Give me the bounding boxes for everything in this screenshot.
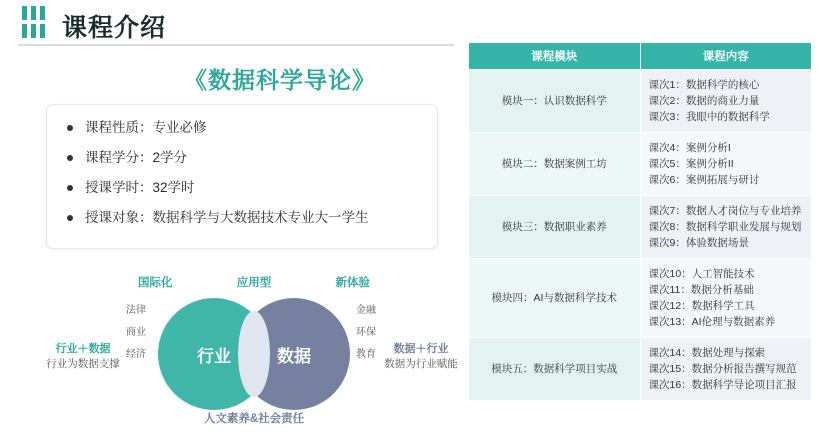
venn-diagram [30,262,458,432]
venn-tag-applied: 应用型 [236,277,272,289]
module-lessons [640,196,812,259]
venn-left-chips [122,304,150,370]
table-header-row [469,43,812,70]
module-name: 模块四：AI与数据科学技术 [469,259,641,338]
header-divider [18,44,454,46]
grid-bars-logo-icon [22,6,56,40]
table-row [469,196,812,259]
module-name: 模块二：数据案例工坊 [469,133,641,196]
venn-note-right-title: 数据＋行业 [393,343,449,355]
chip: 法律 [126,305,146,316]
chip: 商业 [126,327,146,338]
venn-note-left-text: 行业为数据支撑 [46,358,120,370]
page-title: 课程介绍 [62,14,167,42]
venn-top-tags [138,274,370,290]
page-header [0,0,830,46]
lesson-item: 课次5：案例分析II [648,158,734,170]
lesson-item: 课次13：AI伦理与数据素养 [648,316,776,328]
venn-right-chips [352,304,380,370]
venn-note-right-text: 数据为行业赋能 [384,358,458,370]
course-info-list [47,105,437,227]
chip: 教育 [356,349,376,360]
lesson-item: 课次6：案例拓展与研讨 [648,174,760,186]
course-title: 《数据科学导论》 [184,67,376,93]
list-item: 授课对象：数据科学与大数据技术专业大一学生 [47,209,437,227]
chip: 经济 [126,349,146,360]
venn-tag-new-experience: 新体验 [335,277,370,289]
module-name: 模块一：认识数据科学 [469,70,641,133]
lesson-item: 课次2：数据的商业力量 [648,95,760,107]
venn-note-left [40,342,126,372]
table-row [469,70,812,133]
venn-label-data: 数据 [277,347,311,366]
lesson-item: 课次3：我眼中的数据科学 [648,111,770,123]
module-lessons [640,338,812,401]
column-header-module: 课程模块 [469,43,641,70]
lesson-item: 课次1：数据科学的核心 [648,79,760,91]
list-item: 课程性质：专业必修 [47,119,437,137]
course-modules-table [468,42,812,401]
list-item: 课程学分：2学分 [47,149,437,167]
venn-bottom-tag: 人文素养&社会责任 [203,413,305,425]
table-row [469,133,812,196]
module-name: 模块三：数据职业素养 [469,196,641,259]
venn-note-left-title: 行业＋数据 [55,343,111,355]
course-info-card [46,104,438,249]
venn-tag-international: 国际化 [138,277,173,289]
lesson-item: 课次8：数据科学职业发展与规划 [648,221,802,233]
list-item: 授课学时：32学时 [47,179,437,197]
lesson-item: 课次11：数据分析基础 [648,284,754,296]
table-row [469,338,812,401]
module-lessons [640,259,812,338]
chip: 环保 [356,327,376,338]
chip: 金融 [356,305,376,316]
lesson-item: 课次12：数据科学工具 [648,300,755,312]
column-header-content: 课程内容 [640,43,812,70]
venn-note-right [378,342,464,372]
table-row [469,259,812,338]
module-name: 模块五：数据科学项目实战 [469,338,641,401]
lesson-item: 课次15：数据分析报告撰写规范 [648,363,797,375]
lesson-item: 课次4：案例分析I [648,142,731,154]
module-lessons [640,133,812,196]
lesson-item: 课次14：数据处理与探索 [648,347,766,359]
lesson-item: 课次7：数据人才岗位与专业培养 [648,205,802,217]
venn-label-industry: 行业 [197,347,231,366]
lesson-item: 课次9：体验数据场景 [648,237,749,249]
lesson-item: 课次16：数据科学导论项目汇报 [648,379,797,391]
module-lessons [640,70,812,133]
lesson-item: 课次10：人工智能技术 [648,268,755,280]
